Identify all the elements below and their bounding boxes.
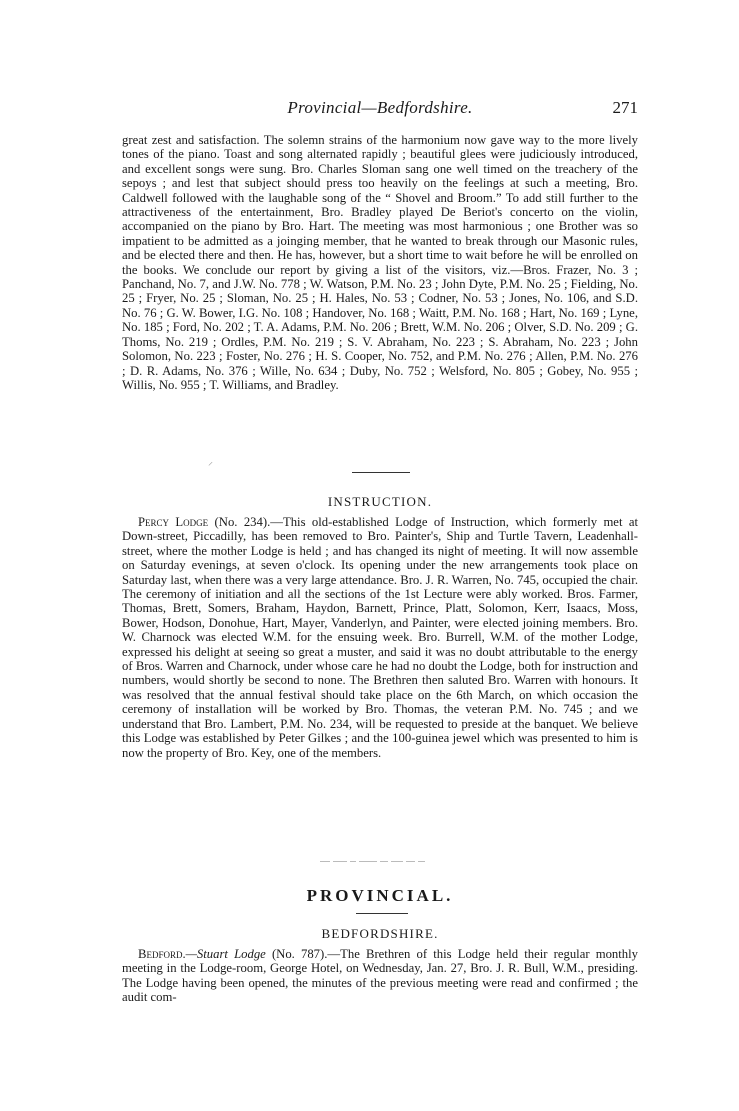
page-number: 271 [612, 98, 638, 117]
instruction-section [122, 515, 638, 760]
section-divider-1 [352, 472, 410, 473]
running-head [122, 98, 638, 122]
report-continuation [122, 133, 638, 392]
section-divider-2 [356, 913, 408, 914]
report-paragraph: great zest and satisfaction. The solemn strains of the harmonium now gave way to the more lively tones of the piano. Toast and song alternated rapidly ; beautiful glees were judiciously introduced, and excellent songs were sung. Bro. Charles Sloman sang one well timed on the treachery of the sepoys ; and lest that subject should press too heavily on the feelings at such a meeting, Bro. Caldwell followed with the laughable song of the “ Shovel and Broom.” To add still further to the attractiveness of the entertainment, Bro. Bradley played De Beriot's concerto on the violin, accompanied on the piano by Bro. Hart. The meeting was most harmonious ; one Brother was so impatient to be admitted as a joinging member, that he wanted to break through our Masonic rules, and be elected there and then. He has, however, but a short time to wait before he will be enrolled on the books. We conclude our report by giving a list of the visitors, viz.—Bros. Frazer, No. 3 ; Panchand, No. 7, and J.W. No. 778 ; W. Watson, P.M. No. 23 ; John Dyte, P.M. No. 25 ; Fielding, No. 25 ; Fryer, No. 25 ; Sloman, No. 25 ; H. Hales, No. 53 ; Codner, No. 53 ; Jones, No. 106, and S.D. No. 76 ; G. W. Bower, I.G. No. 108 ; Handover, No. 168 ; Waitt, P.M. No. 168 ; Hart, No. 169 ; Lyne, No. 185 ; Ford, No. 202 ; T. A. Adams, P.M. No. 206 ; Brett, W.M. No. 206 ; Olver, S.D. No. 209 ; G. Thoms, No. 219 ; Ordles, P.M. No. 219 ; S. V. Abraham, No. 223 ; S. Abraham, No. 223 ; John Solomon, No. 223 ; Foster, No. 276 ; H. S. Cooper, No. 752, and P.M. No. 276 ; Allen, P.M. No. 276 ; D. R. Adams, No. 376 ; Wille, No. 634 ; Duby, No. 752 ; Welsford, No. 805 ; Gobey, No. 955 ; Willis, No. 955 ; T. Williams, and Bradley. [122, 133, 638, 392]
instruction-heading: INSTRUCTION. [327, 494, 433, 509]
provincial-section [122, 947, 638, 1005]
provincial-heading: PROVINCIAL. [306, 886, 454, 905]
ornament-divider [320, 852, 440, 856]
lodge-name: Percy Lodge [138, 515, 209, 529]
bedfordshire-subheading: BEDFORDSHIRE. [321, 926, 439, 941]
town-name: Bedford. [138, 947, 186, 961]
instruction-paragraph [122, 515, 638, 760]
running-title: Provincial—Bedfordshire. [287, 98, 473, 117]
lodge-italic: —Stuart Lodge [185, 947, 266, 961]
provincial-paragraph [122, 947, 638, 1005]
instruction-body: (No. 234).—This old-established Lodge of Instruction, which formerly met at Down-street, Piccadilly, has been removed to Bro. Painter's, Ship and Turtle Tavern, Leadenhall-street, where the mother Lodge is held ; and has changed its night of meeting. It will now assemble on Saturday evenings, at seven o'clock. Its opening under the new arrangements took place on Saturday last, when there was a very large attendance. Bro. J. R. Warren, No. 745, occupied the chair. The ceremony of initiation and all the sections of the 1st Lecture were ably worked. Bros. Farmer, Thomas, Brett, Somers, Braham, Haydon, Barnett, Prince, Platt, Solomon, Kerr, Isaacs, Moss, Bower, Hodson, Donohue, Hart, Mayer, Vanderlyn, and Painter, were elected joining members. Bro. W. Charnock was elected W.M. for the ensuing week. Bro. Burrell, W.M. of the mother Lodge, expressed his delight at seeing so great a muster, and said it was no doubt attributable to the energy of Bros. Warren and Charnock, under whose care he had no doubt the Lodge, both for instruction and numbers, would shortly be second to none. The Brethren then saluted Bro. Warren with honours. It was resolved that the annual festival should take place on the 6th March, on which occasion the ceremony of installation will be worked by Bro. Thomas, the veteran P.M. No. 745 ; and we understand that Bro. Lambert, P.M. No. 234, will be requested to preside at the banquet. We believe this Lodge was established by Peter Gilkes ; and the 100-guinea jewel which was presented to him is now the property of Bro. Key, one of the members. [122, 515, 638, 760]
print-speck: ⸍ [208, 461, 213, 472]
provincial-body: (No. 787).—The Brethren of this Lodge held their regular monthly meeting in the Lodge-room, George Hotel, on Wednesday, Jan. 27, Bro. J. R. Bull, W.M., presiding. The Lodge having been opened, the minutes of the previous meeting were read and confirmed ; the audit com- [122, 947, 638, 1005]
